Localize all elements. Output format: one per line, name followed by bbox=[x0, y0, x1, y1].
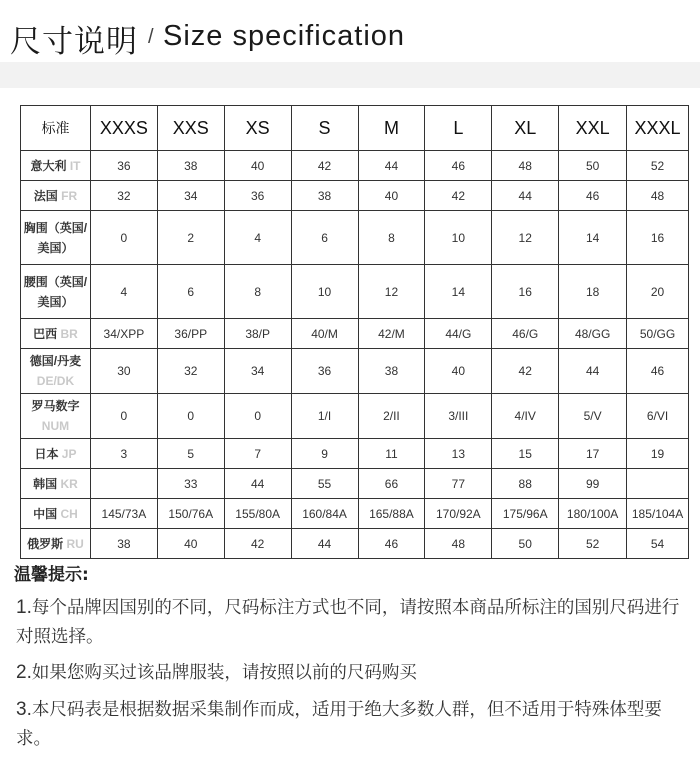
table-cell: 7 bbox=[224, 439, 291, 469]
table-cell: 36 bbox=[224, 181, 291, 211]
tip-item-1 bbox=[16, 593, 686, 652]
table-row bbox=[21, 394, 689, 439]
table-cell: 40/M bbox=[291, 319, 358, 349]
table-cell: 42/M bbox=[358, 319, 425, 349]
table-cell: 2/II bbox=[358, 394, 425, 439]
row-label-cn: 中国 bbox=[33, 506, 58, 521]
table-row bbox=[21, 181, 689, 211]
tip-item-2 bbox=[16, 658, 417, 688]
row-label-code: CH bbox=[60, 506, 78, 521]
row-label-cn: 巴西 bbox=[33, 326, 58, 341]
tip-text: 如果您购买过该品牌服装，请按照以前的尺码购买 bbox=[31, 663, 417, 683]
table-cell: 0 bbox=[224, 394, 291, 439]
table-cell: 155/80A bbox=[224, 499, 291, 529]
size-header: XXS bbox=[157, 106, 224, 151]
table-cell: 44 bbox=[559, 349, 627, 394]
row-label-code: KR bbox=[60, 476, 78, 491]
tip-number: 1. bbox=[16, 597, 32, 618]
table-cell: 6/VI bbox=[627, 394, 689, 439]
table-cell: 15 bbox=[492, 439, 559, 469]
row-label-code: IT bbox=[69, 158, 81, 173]
table-cell: 48 bbox=[492, 151, 559, 181]
size-header-row bbox=[21, 106, 689, 151]
tip-text: 本尺码表是根据数据采集制作而成，适用于绝大多数人群，但不适用于特殊体型要求。 bbox=[16, 700, 662, 749]
table-cell: 46 bbox=[425, 151, 492, 181]
row-label bbox=[21, 151, 91, 181]
table-cell: 46 bbox=[627, 349, 689, 394]
row-label-code: DE/DK bbox=[36, 374, 75, 388]
table-cell: 48 bbox=[627, 181, 689, 211]
table-cell: 42 bbox=[492, 349, 559, 394]
table-cell: 12 bbox=[492, 211, 559, 265]
table-cell: 3 bbox=[90, 439, 157, 469]
row-label bbox=[21, 439, 91, 469]
table-cell: 40 bbox=[157, 529, 224, 559]
table-cell: 34 bbox=[224, 349, 291, 394]
table-cell: 48 bbox=[425, 529, 492, 559]
table-cell: 185/104A bbox=[627, 499, 689, 529]
table-cell: 77 bbox=[425, 469, 492, 499]
table-cell: 18 bbox=[559, 265, 627, 319]
size-table bbox=[20, 105, 689, 559]
table-cell: 5/V bbox=[559, 394, 627, 439]
table-cell: 36 bbox=[291, 349, 358, 394]
row-label-cn: 德国/丹麦 bbox=[29, 354, 82, 368]
table-row bbox=[21, 151, 689, 181]
size-header: M bbox=[358, 106, 425, 151]
table-row bbox=[21, 319, 689, 349]
page-title-cn: 尺寸说明 bbox=[10, 24, 138, 60]
table-cell: 5 bbox=[157, 439, 224, 469]
table-cell: 46/G bbox=[492, 319, 559, 349]
table-cell: 40 bbox=[358, 181, 425, 211]
table-cell: 6 bbox=[291, 211, 358, 265]
table-cell: 14 bbox=[559, 211, 627, 265]
table-row bbox=[21, 499, 689, 529]
table-cell: 150/76A bbox=[157, 499, 224, 529]
row-label-code: FR bbox=[61, 188, 78, 203]
row-label bbox=[21, 469, 91, 499]
table-cell: 9 bbox=[291, 439, 358, 469]
table-cell bbox=[627, 469, 689, 499]
table-cell: 1/I bbox=[291, 394, 358, 439]
table-cell: 66 bbox=[358, 469, 425, 499]
table-cell: 46 bbox=[559, 181, 627, 211]
table-cell: 17 bbox=[559, 439, 627, 469]
table-cell: 160/84A bbox=[291, 499, 358, 529]
table-cell: 32 bbox=[90, 181, 157, 211]
table-cell: 0 bbox=[157, 394, 224, 439]
table-cell: 16 bbox=[627, 211, 689, 265]
table-cell: 180/100A bbox=[559, 499, 627, 529]
table-cell: 44 bbox=[224, 469, 291, 499]
row-label-code: RU bbox=[66, 536, 84, 551]
row-label-cn: 俄罗斯 bbox=[27, 536, 64, 551]
table-cell: 34 bbox=[157, 181, 224, 211]
row-label-cn: 日本 bbox=[34, 446, 59, 461]
table-cell: 8 bbox=[224, 265, 291, 319]
row-label bbox=[21, 211, 91, 265]
table-cell: 38 bbox=[157, 151, 224, 181]
table-row bbox=[21, 439, 689, 469]
size-header: XL bbox=[492, 106, 559, 151]
page-title-en: Size specification bbox=[163, 20, 406, 52]
table-cell: 10 bbox=[291, 265, 358, 319]
table-cell: 38 bbox=[358, 349, 425, 394]
table-cell: 50/GG bbox=[627, 319, 689, 349]
table-cell: 33 bbox=[157, 469, 224, 499]
page-header bbox=[0, 0, 700, 62]
table-cell: 50 bbox=[559, 151, 627, 181]
title-separator: / bbox=[148, 26, 154, 48]
row-label-cn: 韩国 bbox=[33, 476, 58, 491]
table-cell: 46 bbox=[358, 529, 425, 559]
table-cell: 36/PP bbox=[157, 319, 224, 349]
table-cell: 52 bbox=[627, 151, 689, 181]
table-cell: 10 bbox=[425, 211, 492, 265]
row-label bbox=[21, 394, 91, 439]
table-cell: 42 bbox=[224, 529, 291, 559]
table-cell: 54 bbox=[627, 529, 689, 559]
table-cell: 0 bbox=[90, 394, 157, 439]
table-cell: 50 bbox=[492, 529, 559, 559]
tips-title: 温馨提示: bbox=[14, 565, 89, 585]
table-cell: 175/96A bbox=[492, 499, 559, 529]
table-row bbox=[21, 211, 689, 265]
table-cell: 170/92A bbox=[425, 499, 492, 529]
size-table-body bbox=[21, 151, 689, 559]
size-header: S bbox=[291, 106, 358, 151]
table-cell: 36 bbox=[90, 151, 157, 181]
row-label-cn: 罗马数字 bbox=[31, 399, 80, 413]
table-cell: 44 bbox=[291, 529, 358, 559]
table-cell: 38/P bbox=[224, 319, 291, 349]
row-label-code: JP bbox=[61, 446, 77, 461]
table-cell: 2 bbox=[157, 211, 224, 265]
table-cell: 145/73A bbox=[90, 499, 157, 529]
row-label-cn: 腰围（英国/美国） bbox=[23, 274, 88, 309]
table-cell: 4 bbox=[224, 211, 291, 265]
table-row bbox=[21, 469, 689, 499]
table-cell: 6 bbox=[157, 265, 224, 319]
table-cell: 34/XPP bbox=[90, 319, 157, 349]
row-label bbox=[21, 349, 91, 394]
row-label-cn: 意大利 bbox=[30, 158, 67, 173]
table-cell: 88 bbox=[492, 469, 559, 499]
table-cell: 16 bbox=[492, 265, 559, 319]
table-cell: 48/GG bbox=[559, 319, 627, 349]
table-cell: 0 bbox=[90, 211, 157, 265]
tip-text: 每个品牌因国别的不同，尺码标注方式也不同，请按照本商品所标注的国别尺码进行对照选择。 bbox=[16, 598, 680, 647]
row-label bbox=[21, 265, 91, 319]
row-label bbox=[21, 319, 91, 349]
table-cell: 165/88A bbox=[358, 499, 425, 529]
table-cell: 38 bbox=[291, 181, 358, 211]
table-cell: 13 bbox=[425, 439, 492, 469]
header-divider-band bbox=[0, 62, 700, 88]
table-cell: 32 bbox=[157, 349, 224, 394]
table-cell: 4 bbox=[90, 265, 157, 319]
row-label bbox=[21, 499, 91, 529]
row-label-cn: 法国 bbox=[33, 188, 58, 203]
table-cell: 52 bbox=[559, 529, 627, 559]
row-label-code: BR bbox=[60, 326, 78, 341]
table-row bbox=[21, 349, 689, 394]
row-label bbox=[21, 529, 91, 559]
table-cell: 44 bbox=[492, 181, 559, 211]
table-cell: 19 bbox=[627, 439, 689, 469]
table-row bbox=[21, 529, 689, 559]
size-header: XS bbox=[224, 106, 291, 151]
table-cell: 42 bbox=[425, 181, 492, 211]
size-header: XXXL bbox=[627, 106, 689, 151]
table-cell: 11 bbox=[358, 439, 425, 469]
table-cell: 38 bbox=[90, 529, 157, 559]
table-cell: 55 bbox=[291, 469, 358, 499]
table-cell: 3/III bbox=[425, 394, 492, 439]
table-cell: 40 bbox=[224, 151, 291, 181]
table-row bbox=[21, 265, 689, 319]
table-cell: 40 bbox=[425, 349, 492, 394]
standard-header: 标准 bbox=[21, 106, 91, 151]
table-cell: 20 bbox=[627, 265, 689, 319]
table-cell: 8 bbox=[358, 211, 425, 265]
size-header: XXXS bbox=[90, 106, 157, 151]
table-cell: 42 bbox=[291, 151, 358, 181]
table-cell: 14 bbox=[425, 265, 492, 319]
table-cell bbox=[90, 469, 157, 499]
row-label bbox=[21, 181, 91, 211]
size-header: XXL bbox=[559, 106, 627, 151]
tip-number: 2. bbox=[16, 662, 32, 683]
row-label-code: NUM bbox=[41, 419, 70, 433]
table-cell: 12 bbox=[358, 265, 425, 319]
table-cell: 99 bbox=[559, 469, 627, 499]
table-cell: 44 bbox=[358, 151, 425, 181]
tip-number: 3. bbox=[16, 699, 32, 720]
row-label-cn: 胸围（英国/美国） bbox=[23, 220, 88, 255]
table-cell: 44/G bbox=[425, 319, 492, 349]
tip-item-3 bbox=[16, 695, 686, 754]
table-cell: 30 bbox=[90, 349, 157, 394]
size-header: L bbox=[425, 106, 492, 151]
table-cell: 4/IV bbox=[492, 394, 559, 439]
